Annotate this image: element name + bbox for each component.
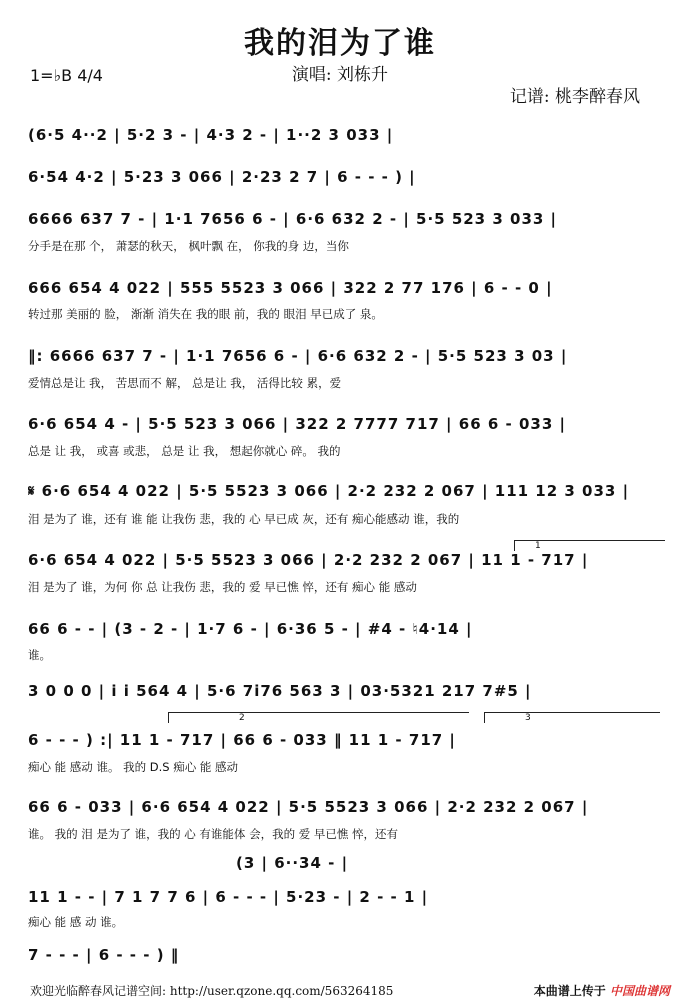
score-row-15-notes: 7 - - - | 6 - - - ) ‖ xyxy=(28,946,180,964)
upload-badge[interactable] xyxy=(534,982,670,999)
score-row-9-lyrics: 谁。 xyxy=(28,648,51,662)
singer-credit: 演唱: 刘栋升 xyxy=(291,65,389,85)
score-row-9-notes: 66 6 - - | (3 - 2 - | 1·7 6 - | 6·36 5 - | #4 - ♮4·14 | xyxy=(28,620,473,638)
score-row-11-lyrics: 痴心 能 感动 谁。 我的 D.S 痴心 能 感动 xyxy=(28,760,239,774)
score-row-7-lyrics: 泪 是为了 谁，还有 谁 能 让我伤 悲，我的 心 早已成 灰，还有 痴心能感动 谁，我的 xyxy=(28,512,460,526)
score-row-12-lyrics: 谁。 我的 泪 是为了 谁，我的 心 有谁能体 会，我的 爱 早已憔 悴，还有 xyxy=(28,827,399,841)
score-row-5-lyrics: 爱情总是让 我， 苦思而不 解， 总是让 我， 活得比较 累，爱 xyxy=(28,376,342,390)
score-row-12-notes: 66 6 - 033 | 6·6 654 4 022 | 5·5 5523 3 066 | 2·2 232 2 067 | xyxy=(28,798,589,816)
volta-1-bracket: 1 xyxy=(514,540,665,551)
score-row-3-notes: 6666 637 7 - | 1·1 7656 6 - | 6·6 632 2 - | 5·5 523 3 033 | xyxy=(28,210,558,228)
score-row-8-notes: 6·6 654 4 022 | 5·5 5523 3 066 | 2·2 232 2 067 | 11 1 - 717 | xyxy=(28,551,589,569)
key-signature: 1=♭B 4/4 xyxy=(30,66,103,85)
page-title: 我的泪为了谁 xyxy=(244,26,436,61)
score-row-2-notes: 6·54 4·2 | 5·23 3 066 | 2·23 2 7 | 6 - - - ) | xyxy=(28,168,416,186)
score-row-4-lyrics: 转过那 美丽的 脸， 渐渐 消失在 我的眼 前，我的 眼泪 早已成了 泉。 xyxy=(28,307,383,321)
transcriber-credit: 记谱: 桃李醉春风 xyxy=(509,87,640,107)
score-row-7-notes: 𝄋 6·6 654 4 022 | 5·5 5523 3 066 | 2·2 232 2 067 | 111 12 3 033 | xyxy=(28,482,630,500)
volta-2-bracket: 2 xyxy=(168,712,469,723)
score-row-8-lyrics: 泪 是为了 谁，为何 你 总 让我伤 悲，我的 爱 早已憔 悴，还有 痴心 能 感动 xyxy=(28,580,417,594)
score-row-5-notes: ‖: 6666 637 7 - | 1·1 7656 6 - | 6·6 632 2 - | 5·5 523 3 03 | xyxy=(28,347,568,365)
score-row-6-lyrics: 总是 让 我， 或喜 或悲， 总是 让 我， 想起你就心 碎。 我的 xyxy=(28,444,341,458)
score-row-13-notes: (3 | 6··34 - | xyxy=(236,854,349,872)
footer-link[interactable]: 欢迎光临醉春风记谱空间: http://user.qzone.qq.com/563264185 xyxy=(30,984,394,998)
score-row-10-notes: 3 0 0 0 | i i 564 4 | 5·6 7i76 563 3 | 03·5321 217 7#5 | xyxy=(28,682,532,700)
score-row-1-notes: (6·5 4··2 | 5·2 3 - | 4·3 2 - | 1··2 3 033 | xyxy=(28,126,394,144)
upload-badge-prefix: 本曲谱上传于 xyxy=(533,984,606,998)
volta-3-bracket: 3 xyxy=(484,712,660,723)
score-row-6-notes: 6·6 654 4 - | 5·5 523 3 066 | 322 2 7777 717 | 66 6 - 033 | xyxy=(28,415,566,433)
score-row-4-notes: 666 654 4 022 | 555 5523 3 066 | 322 2 77 176 | 6 - - 0 | xyxy=(28,279,553,297)
score-row-3-lyrics: 分手是在那 个， 萧瑟的秋天， 枫叶飘 在， 你我的身 边，当你 xyxy=(28,239,349,253)
site-logo: 中国曲谱网 xyxy=(609,984,670,998)
score-row-14-lyrics: 痴心 能 感 动 谁。 xyxy=(28,915,124,929)
score-row-11-notes: 6 - - - ) :| 11 1 - 717 | 66 6 - 033 ‖ 11 1 - 717 | xyxy=(28,731,456,749)
score-row-14-notes: 11 1 - - | 7 1 7 7 6 | 6 - - - | 5·23 - | 2 - - 1 | xyxy=(28,888,429,906)
